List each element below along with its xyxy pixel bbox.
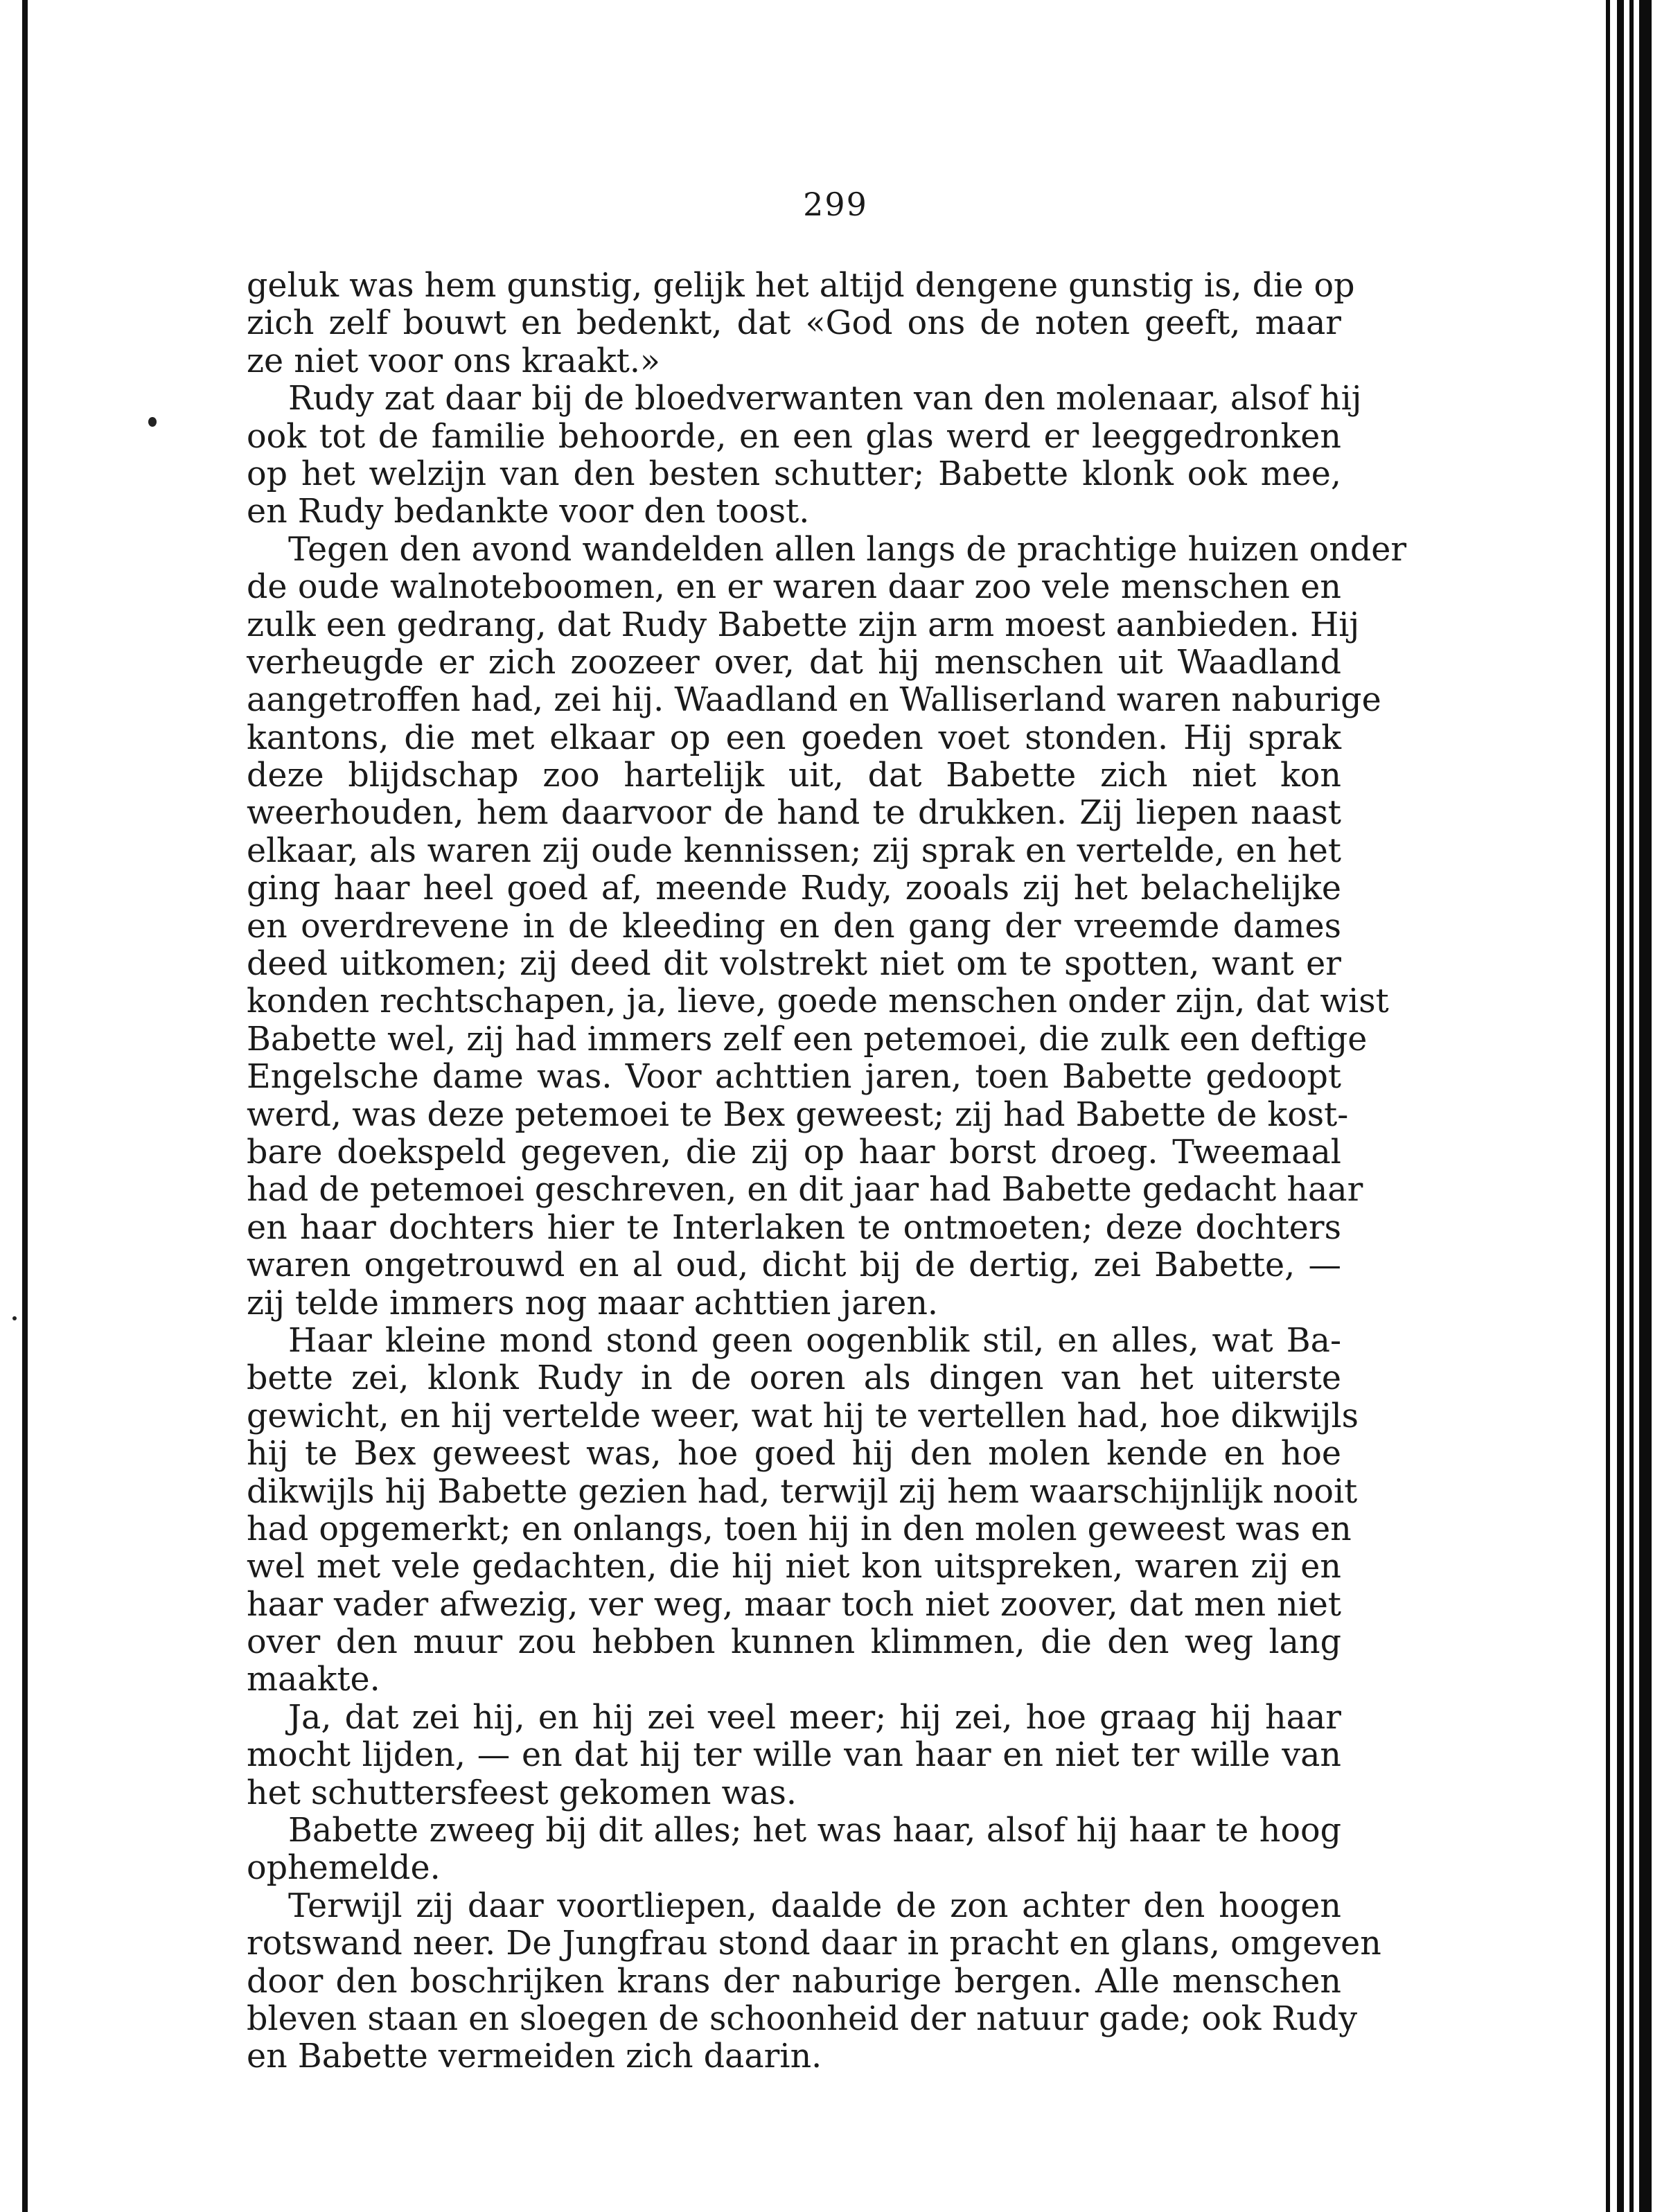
body-text bbox=[247, 267, 1407, 2076]
text-line: Babette wel, zij had immers zelf een petemoei, die zulk een deftige bbox=[247, 1020, 1368, 1059]
paragraph bbox=[247, 530, 1407, 1322]
text-line: geluk was hem gunstig, gelijk het altijd dengene gunstig is, die op bbox=[247, 267, 1355, 305]
text-line: aangetroffen had, zei hij. Waadland en Walliserland waren naburige bbox=[247, 681, 1381, 720]
text-line: Terwijl zij daar voortliepen, daalde de zon achter den hoogen bbox=[288, 1886, 1341, 1925]
text-line: deze blijdschap zoo hartelijk uit, dat Babette zich niet kon bbox=[247, 756, 1341, 795]
text-line: rotswand neer. De Jungfrau stond daar in pracht en glans, omgeven bbox=[247, 1925, 1381, 1963]
text-line: Tegen den avond wandelden allen langs de prachtige huizen onder bbox=[288, 530, 1407, 569]
text-line: gewicht, en hij vertelde weer, wat hij te vertellen had, hoe dikwijls bbox=[247, 1397, 1359, 1435]
scan-speck bbox=[12, 1316, 17, 1320]
text-line: bette zei, klonk Rudy in de ooren als dingen van het uiterste bbox=[247, 1359, 1341, 1398]
text-line: konden rechtschapen, ja, lieve, goede menschen onder zijn, dat wist bbox=[247, 982, 1389, 1021]
text-line: mocht lijden, — en dat hij ter wille van haar en niet ter wille van bbox=[247, 1736, 1341, 1775]
text-line: had opgemerkt; en onlangs, toen hij in den molen geweest was en bbox=[247, 1510, 1352, 1548]
text-line: werd, was deze petemoei te Bex geweest; zij had Babette de kost- bbox=[247, 1095, 1349, 1134]
paragraph bbox=[247, 1321, 1359, 1699]
scan-speck bbox=[148, 417, 157, 427]
text-line: elkaar, als waren zij oude kennissen; zij sprak en vertelde, en het bbox=[247, 831, 1341, 870]
text-line: kantons, die met elkaar op een goeden voet stonden. Hij sprak bbox=[247, 718, 1341, 757]
text-line: zulk een gedrang, dat Rudy Babette zijn arm moest aanbieden. Hij bbox=[247, 605, 1360, 644]
scan-edge-right bbox=[1606, 0, 1610, 2212]
text-line: en haar dochters hier te Interlaken te ontmoeten; deze dochters bbox=[247, 1208, 1341, 1247]
text-line: Haar kleine mond stond geen oogenblik stil, en alles, wat Ba- bbox=[288, 1321, 1341, 1360]
text-line: had de petemoei geschreven, en dit jaar had Babette gedacht haar bbox=[247, 1171, 1363, 1210]
text-line: het schuttersfeest gekomen was. bbox=[247, 1773, 797, 1812]
text-line: maakte. bbox=[247, 1661, 380, 1699]
text-line: Ja, dat zei hij, en hij zei veel meer; hij zei, hoe graag hij haar bbox=[288, 1698, 1341, 1737]
text-line: bleven staan en sloegen de schoonheid der natuur gade; ook Rudy bbox=[247, 1999, 1358, 2038]
text-line: de oude walnoteboomen, en er waren daar zoo vele menschen en bbox=[247, 568, 1341, 607]
text-line: weerhouden, hem daarvoor de hand te drukken. Zij liepen naast bbox=[247, 794, 1341, 833]
scan-edge-left bbox=[22, 0, 28, 2212]
text-line: Engelsche dame was. Voor achttien jaren, toen Babette gedoopt bbox=[247, 1058, 1341, 1097]
text-line: ze niet voor ons kraakt.» bbox=[247, 342, 660, 380]
text-line: ging haar heel goed af, meende Rudy, zooals zij het belachelijke bbox=[247, 869, 1341, 908]
paragraph bbox=[247, 267, 1355, 380]
text-line: waren ongetrouwd en al oud, dicht bij de dertig, zei Babette, — bbox=[247, 1246, 1341, 1285]
text-line: over den muur zou hebben kunnen klimmen, die den weg lang bbox=[247, 1623, 1341, 1662]
text-line: verheugde er zich zoozeer over, dat hij menschen uit Waadland bbox=[247, 643, 1341, 682]
paragraph bbox=[247, 1886, 1381, 2076]
text-line: en overdrevene in de kleeding en den gang der vreemde dames bbox=[247, 907, 1341, 946]
page-number: 299 bbox=[803, 186, 868, 223]
text-line: dikwijls hij Babette gezien had, terwijl zij hem waarschijnlijk nooit bbox=[247, 1472, 1358, 1511]
text-line: en Babette vermeiden zich daarin. bbox=[247, 2037, 822, 2076]
text-line: en Rudy bedankte voor den toost. bbox=[247, 493, 810, 531]
scan-edge-right bbox=[1629, 0, 1634, 2212]
text-line: Rudy zat daar bij de bloedverwanten van den molenaar, alsof hij bbox=[288, 380, 1362, 418]
scan-edge-right bbox=[1639, 0, 1652, 2212]
text-line: haar vader afwezig, ver weg, maar toch niet zoover, dat men niet bbox=[247, 1585, 1341, 1624]
paragraph bbox=[247, 1812, 1341, 1888]
text-line: hij te Bex geweest was, hoe goed hij den molen kende en hoe bbox=[247, 1435, 1341, 1474]
text-line: op het welzijn van den besten schutter; Babette klonk ook mee, bbox=[247, 454, 1341, 493]
text-line: zij telde immers nog maar achttien jaren. bbox=[247, 1284, 939, 1322]
text-line: deed uitkomen; zij deed dit volstrekt niet om te spotten, want er bbox=[247, 945, 1341, 984]
paragraph bbox=[247, 380, 1362, 531]
text-line: zich zelf bouwt en bedenkt, dat «God ons de noten geeft, maar bbox=[247, 304, 1341, 343]
text-line: ophemelde. bbox=[247, 1849, 441, 1888]
paragraph bbox=[247, 1699, 1341, 1812]
text-line: wel met vele gedachten, die hij niet kon uitspreken, waren zij en bbox=[247, 1548, 1341, 1586]
text-line: bare doekspeld gegeven, die zij op haar borst droeg. Tweemaal bbox=[247, 1133, 1341, 1171]
text-line: ook tot de familie behoorde, en een glas werd er leeggedronken bbox=[247, 417, 1341, 456]
text-line: Babette zweeg bij dit alles; het was haar, alsof hij haar te hoog bbox=[288, 1812, 1341, 1850]
scan-edge-right bbox=[1617, 0, 1624, 2212]
text-line: door den boschrijken krans der naburige bergen. Alle menschen bbox=[247, 1962, 1341, 2001]
